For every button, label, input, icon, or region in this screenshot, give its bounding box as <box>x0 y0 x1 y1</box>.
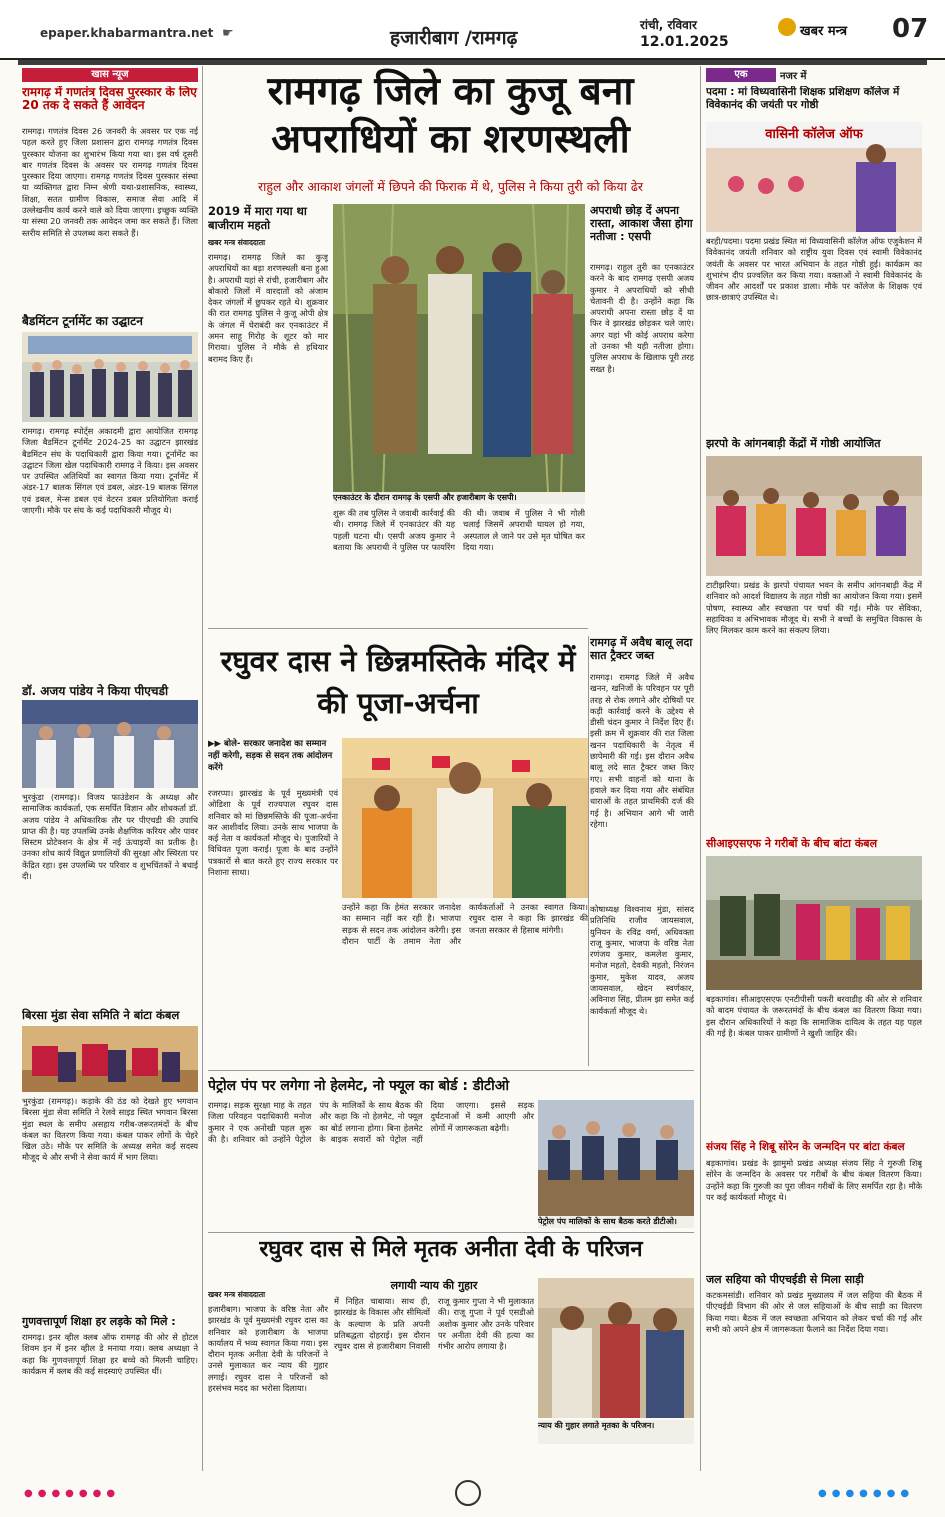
right-story2-headline: झरपो के आंगनबाड़ी केंद्रों में गोष्ठी आयोजित <box>706 437 881 450</box>
masthead <box>0 0 945 60</box>
left-tag: खास न्यूज <box>22 68 198 82</box>
divider-left <box>202 66 203 1471</box>
place-day: रांची, रविवार <box>640 18 697 32</box>
lead-headline: रामगढ़ जिले का कुजू बना अपराधियों का शरणस्थली <box>267 69 634 162</box>
right-tag-a: एक <box>706 68 776 82</box>
left-story1-body: रामगढ़। गणतंत्र दिवस 26 जनवरी के अवसर पर एक नई पहल करते हुए जिला प्रशासन द्वारा रामगढ़ गणतंत्र दिवस पुरस्कार योजना का शुभारंभ किया गया था। इस वर्ष दूसरी बार गणतंत्र दिवस के अवसर पर रामगढ़ गणतंत्र दिवस पुरस्कार दिया जाएगा। रामगढ़ गणतंत्र दिवस पुरस्कार संस्था या व्यक्तिगत द्वारा निम्न श्रेणी यथा-प्रशासनिक, स्वास्थ्य, शिक्षा, सतत ग्रामीण विकास, समाज सेवा आदि में उल्लेखनीय कार्य करने वाले को दिया जाएगा। इच्छुक व्यक्ति या संस्था 20 जनवरी तक आवेदन जमा कर सकते हैं। जिला स्तरीय समिति से उपलब्ध करा सकते हैं। <box>22 126 198 238</box>
sp-headline: अपराधी छोड़ दें अपना रास्ता, आकाश जैसा होगा नतीजा : एसपी <box>590 204 693 243</box>
balu-body: रामगढ़। रामगढ़ जिले में अवैध खनन, खनिजों के परिवहन पर पूरी तरह से रोक लगाने और दोषियों पर कड़ी कार्रवाई करने के उद्देश्य से डीसी चंदन कुमार ने निर्देश दिए हैं। इसी क्रम में शुक्रवार की रात जिला खनन पदाधिकारी के नेतृत्व में छापेमारी की गई। इस दौरान अवैध बालू लदे सात ट्रैक्टर जब्त किए गए। सभी वाहनों को थाना के हवाले कर दिया गया और संबंधित धाराओं के तहत प्राथमिकी दर्ज की गई है। अभियान आगे भी जारी रहेगा। <box>590 672 694 829</box>
blanket-photo <box>22 1026 198 1092</box>
lead-subhead: राहुल और आकाश जंगलों में छिपने की फिराक में थे, पुलिस ने किया तुरी को किया ढेर <box>258 179 643 194</box>
section-city: हजारीबाग /रामगढ़ <box>390 27 518 49</box>
right-story3-headline: सीआइएसएफ ने गरीबों के बीच बांटा कंबल <box>706 837 878 850</box>
encounter-photo <box>333 204 585 492</box>
divider-anita <box>208 1232 694 1233</box>
left-story5-body: रामगढ़। इनर व्हील क्लब ऑफ रामगढ़ की ओर से होटल शिवम इन में इनर व्हील डे मनाया गया। क्लब अध्यक्षा ने कहा कि गुणवत्तापूर्ण शिक्षा हर बच्चे को मिलनी चाहिए। कार्यक्रम में क्लब की कई सदस्याएं उपस्थित थीं। <box>22 1332 198 1376</box>
anita-sub-headline: लगायी न्याय की गुहार <box>390 1279 478 1292</box>
divider-lead <box>208 628 588 629</box>
raghuvar-body-2: उन्होंने कहा कि हेमंत सरकार जनादेश का सम्मान नहीं कर रही है। भाजपा सड़क से सदन तक आंदोलन करेगी। इस दौरान पार्टी के तमाम नेता और कार्यकर्ताओं ने उनका स्वागत किया। रघुवर दास ने कहा कि झारखंड की जनता सरकार से हिसाब मांगेगी। <box>342 902 588 946</box>
anita-body: हजारीबाग। भाजपा के वरिष्ठ नेता और झारखंड के पूर्व मुख्यमंत्री रघुवर दास का शनिवार को हजारीबाग के भाजपा कार्यालय में भव्य स्वागत किया गया। इस दौरान मृतक अनीता देवी के परिजनों ने उनसे मुलाकात कर न्याय की गुहार लगाई। रघुवर दास ने परिजनों को हरसंभव मदद का भरोसा दिलाया। <box>208 1304 328 1394</box>
anita-byline: खबर मन्त्र संवाददाता <box>208 1290 266 1299</box>
masthead-strip <box>18 60 927 65</box>
issue-date: 12.01.2025 <box>640 34 729 50</box>
right-story4-body: बड़कागांव। प्रखंड के झामुमो प्रखंड अध्यक्ष संजय सिंह ने गुरुजी शिबू सोरेन के जन्मदिन के अवसर पर गरीबों के बीच कंबल वितरण किया। उन्होंने कहा कि गुरुजी का पूरा जीवन गरीबों के लिए समर्पित रहा है। मौके पर कई कार्यकर्ता मौजूद थे। <box>706 1158 922 1202</box>
page-number: 07 <box>892 14 929 44</box>
anita-headline: रघुवर दास से मिले मृतक अनीता देवी के परिजन <box>259 1237 643 1262</box>
left-story3-body: भुरकुंडा (रामगढ़)। विजय फाउंडेशन के अध्यक्ष और सामाजिक कार्यकर्ता, एक समर्पित विज्ञान और शोधकर्ता डॉ. अजय पांडेय ने अधिकारिक तौर पर पीएचडी की उपाधि प्राप्त की है। यह उपलब्धि उनके शैक्षणिक करियर और पावर सिस्टम प्रोटेक्शन के क्षेत्र में नई ऊंचाइयों का प्रतीक है। उनका शोध कार्य विद्युत प्रणालियों की सुरक्षा और स्थिरता पर केंद्रित रहा। इस उपलब्धि पर परिवार व शुभचिंतकों ने बधाई दी। <box>22 792 198 882</box>
left-story4-headline: बिरसा मुंडा सेवा समिति ने बांटा कंबल <box>22 1008 180 1022</box>
right-story1-body: बरही/पदमा। पदमा प्रखंड स्थित मां विध्यवासिनी कॉलेज ऑफ एजुकेशन में विवेकानंद जयंती शनिवार को राष्ट्रीय युवा दिवस एवं स्वामी विवेकानंद जयंती के अवसर पर भारत अभियान के तहत गोष्ठी हुई। कार्यक्रम का शुभारंभ दीप प्रज्वलित कर किया गया। वक्ताओं ने स्वामी विवेकानंद के जीवन और आदर्शों पर प्रकाश डाला। मौके पर कॉलेज के शिक्षक एवं छात्र-छात्राएं उपस्थित थे। <box>706 236 922 303</box>
right-story5-headline: जल सहिया को पीएचईडी से मिला साड़ी <box>706 1273 864 1286</box>
divider-mid <box>588 636 589 1066</box>
sp-body: रामगढ़। राहुल तुरी का एनकाउंटर करने के बाद रामगढ़ एसपी अजय कुमार ने अपराधियों को सीधी चेतावनी दी है। उन्होंने कहा कि अपराधी अपना रास्ता छोड़ दें या फिर वे झारखंड छोड़कर चले जाएं। अगर यहां भी कोई अपराध करेगा तो उनका भी यही नतीजा होगा। पुलिस अपराध के खिलाफ पूरी तरह सख्त है। <box>590 262 694 374</box>
divider-petrol <box>208 1070 694 1071</box>
lead-body-2: शुरू की तब पुलिस ने जवाबी कार्रवाई की थी। रामगढ़ जिले में एनकाउंटर की यह पहली घटना थी। एसपी अजय कुमार ने बताया कि अपराधी ने पुलिस पर फायरिंग की थी। जवाब में पुलिस ने भी गोली चलाई जिसमें अपराधी घायल हो गया, अस्पताल ले जाने पर उसे मृत घोषित कर दिया गया। <box>333 508 585 552</box>
cisf-blanket-photo <box>706 856 922 990</box>
left-story4-body: भुरकुंडा (रामगढ़)। कड़ाके की ठंड को देखते हुए भगवान बिरसा मुंडा सेवा समिति ने रेलवे साइड स्थित भगवान बिरसा मुंडा स्थल के समीप असहाय गरीब-जरूरतमंदों के बीच कंबल का वितरण किया गया। कंबल पाकर लोगों के चेहरे खिल उठे। मौके पर समिति के अध्यक्ष समेत कई सदस्य मौजूद थे और सभी ने सेवा कार्य में भाग लिया। <box>22 1096 198 1163</box>
pointer-icon: ☛ <box>222 26 234 41</box>
anita-caption: न्याय की गुहार लगाते मृतका के परिजन। <box>538 1420 694 1444</box>
encounter-caption: एनकाउंटर के दौरान रामगढ़ के एसपी और हजारीबाग के एसपी। <box>333 492 585 504</box>
lead-byline: खबर मन्त्र संवाददाता <box>208 238 266 247</box>
left-story2-body: रामगढ़। रामगढ़ स्पोर्ट्स अकादमी द्वारा आयोजित रामगढ़ जिला बैडमिंटन टूर्नामेंट 2024-25 का उद्घाटन झारखंड बैडमिंटन संघ के पदाधिकारी द्वारा किया गया। टूर्नामेंट का उद्घाटन जिला खेल पदाधिकारी रामगढ़ ने किया। इस अवसर पर उपस्थित अतिथियों का स्वागत किया गया। टूर्नामेंट में अंडर-17 बालक सिंगल एवं डबल, अंडर-19 बालक सिंगल एवं डबल, मेन्स डबल एवं वेटरन डबल प्रतियोगिता कराई जाएगी। मौके पर संघ के कई पदाधिकारी मौजूद थे। <box>22 426 198 516</box>
registration-mark-icon <box>455 1480 481 1506</box>
anita-sub-body: में निहित चाबाया। साथ ही, झारखंड के विकास और सीमित्वों के कल्याण के प्रति अपनी प्रतिबद्धता दोहराई। इस दौरान रघुवर दास से हजारीबाग निवासी राजू कुमार गुप्ता ने भी मुलाकात की। राजू गुप्ता ने पूर्व एसडीओ अशोक कुमार और उनके परिवार पर अनीता देवी की हत्या का गंभीर आरोप लगाया है। <box>334 1296 534 1352</box>
right-story1-headline: पदमा : मां विध्यवासिनी शिक्षक प्रशिक्षण कॉलेज में विवेकानंद की जयंती पर गोष्ठी <box>706 86 900 111</box>
balu-headline: रामगढ़ में अवैध बालू लदा सात ट्रैक्टर जब्त <box>590 636 693 662</box>
site-url[interactable]: epaper.khabarmantra.net <box>40 26 214 40</box>
left-story1-headline: रामगढ़ में गणतंत्र दिवस पुरस्कार के लिए 20 तक दे सकते हैं आवेदन <box>22 86 197 112</box>
right-story3-body: बड़कागांव। सीआइएसएफ एनटीपीसी पकरी बरवाडीह की ओर से शनिवार को बादम पंचायत के जरूरतमंदों के बीच कंबल का वितरण किया गया। इस दौरान अधिकारियों ने कहा कि सामाजिक दायित्व के तहत यह पहल की गई है। कंबल पाकर ग्रामीणों ने खुशी जाहिर की। <box>706 994 922 1038</box>
logo-icon <box>778 18 796 36</box>
raghuvar-body-3: कोषाध्यक्ष विश्वनाथ मुंडा, सांसद प्रतिनिधि राजीव जायसवाल, युनियन के रविंद्र वर्मा, अधिवक्ता राजू कुमार, भाजपा के वरिष्ठ नेता रणंजय कुमार, कमलेश कुमार, मनोज महतो, देवकी महतो, निरंजन कुमार, मुकेश यादव, अजय जायसवाल, खेदन स्वर्णकार, अविनाश सिंह, प्रीतम झा समेत कई कार्यकर्ता मौजूद थे। <box>590 904 694 1016</box>
raghuvar-body-1: रजरप्पा। झारखंड के पूर्व मुख्यमंत्री एवं ओडिशा के पूर्व राज्यपाल रघुवर दास शनिवार को मां छिन्नमस्तिके की पूजा-अर्चना कर आशीर्वाद लिया। उनके साथ भाजपा के कई नेता व कार्यकर्ता मौजूद थे। पुजारियों ने विधिवत पूजा कराई। पूजा के बाद उन्होंने पत्रकारों से बात करते हुए राज्य सरकार पर निशाना साधा। <box>208 788 338 878</box>
temple-photo <box>342 738 588 898</box>
petrol-caption: पेट्रोल पंप मालिकों के साथ बैठक करते डीटीओ। <box>538 1216 694 1228</box>
petrol-headline: पेट्रोल पंप पर लगेगा नो हेलमेट, नो फ्यूल का बोर्ड : डीटीओ <box>208 1078 510 1094</box>
anganwadi-photo <box>706 456 922 576</box>
college-banner: वासिनी कॉलेज ऑफ <box>765 127 863 142</box>
lead-body-1: रामगढ़। रामगढ़ जिले का कुजू अपराधियों का बड़ा शरणस्थली बना हुआ है। अपराधी यहां से रांची, हजारीबाग और बोकारो जिलों में वारदातों को अंजाम देकर जंगलों में छुपकर रहते थे। शुक्रवार की रात रामगढ़ पुलिस ने कुजू ओपी क्षेत्र के जंगल में घेराबंदी कर एनकाउंटर में अमन साहू गिरोह के शूटर को मार गिराया। पुलिस ने मौके से हथियार बरामद किए हैं। <box>208 252 328 364</box>
anita-family-photo <box>538 1278 694 1418</box>
left-story2-headline: बैडमिंटन टूर्नामेंट का उद्घाटन <box>22 314 143 328</box>
left-story3-headline: डॉ. अजय पांडेय ने किया पीएचडी <box>22 684 169 698</box>
right-story2-body: टाटीझरिया। प्रखंड के झरपो पंचायत भवन के समीप आंगनबाड़ी केंद्र में शनिवार को आदर्श विद्यालय के तहत गोष्ठी का आयोजन किया गया। इसमें पोषण, स्वास्थ्य और स्वच्छता पर चर्चा की गई। मौके पर सेविका, सहायिका व अभिभावक मौजूद थे। सभी ने बच्चों के समुचित विकास के लिए मिलकर काम करने का संकल्प लिया। <box>706 580 922 636</box>
left-story5-headline: गुणवत्तापूर्ण शिक्षा हर लड़के को मिले : <box>22 1315 176 1328</box>
right-tag-b: नजर में <box>780 71 807 82</box>
right-story5-body: कटकमसांडी। शनिवार को प्रखंड मुख्यालय में जल सहिया की बैठक में पीएचईडी विभाग की ओर से जल सहियाओं के बीच साड़ी का वितरण किया गया। बैठक में जल स्वच्छता अभियान को लेकर चर्चा की गई और सभी को अपने क्षेत्र में जागरूकता फैलाने का निर्देश दिया गया। <box>706 1290 922 1334</box>
badminton-photo <box>22 332 198 422</box>
phd-photo <box>22 700 198 788</box>
brand-logo: खबर मन्त्र <box>800 24 848 39</box>
print-color-marks-left: ●●●●●●● <box>24 1488 121 1499</box>
raghuvar-headline: रघुवर दास ने छिन्नमस्तिके मंदिर में की पूजा-अर्चना <box>220 644 576 720</box>
print-color-marks-right: ●●●●●●● <box>818 1488 915 1499</box>
petrol-meeting-photo <box>538 1100 694 1216</box>
raghuvar-bullet: ▶▶ बोले- सरकार जनादेश का सम्मान नहीं करेगी, सड़क से सदन तक आंदोलन करेंगे <box>208 739 333 773</box>
divider-right <box>700 66 701 1471</box>
lead-side-headline: 2019 में मारा गया था बाजीराम महतो <box>208 204 307 232</box>
petrol-body: रामगढ़। सड़क सुरक्षा माह के तहत जिला परिवहन पदाधिकारी मनोज कुमार ने एक अनोखी पहल शुरू की है। शनिवार को उन्होंने पेट्रोल पंप के मालिकों के साथ बैठक की और कहा कि नो हेलमेट, नो फ्यूल का बोर्ड लगाना होगा। बिना हेलमेट के बाइक सवारों को पेट्रोल नहीं दिया जाएगा। इससे सड़क दुर्घटनाओं में कमी आएगी और लोगों में जागरूकता बढ़ेगी। <box>208 1100 534 1144</box>
right-story4-headline: संजय सिंह ने शिबू सोरेन के जन्मदिन पर बांटा कंबल <box>706 1141 905 1153</box>
